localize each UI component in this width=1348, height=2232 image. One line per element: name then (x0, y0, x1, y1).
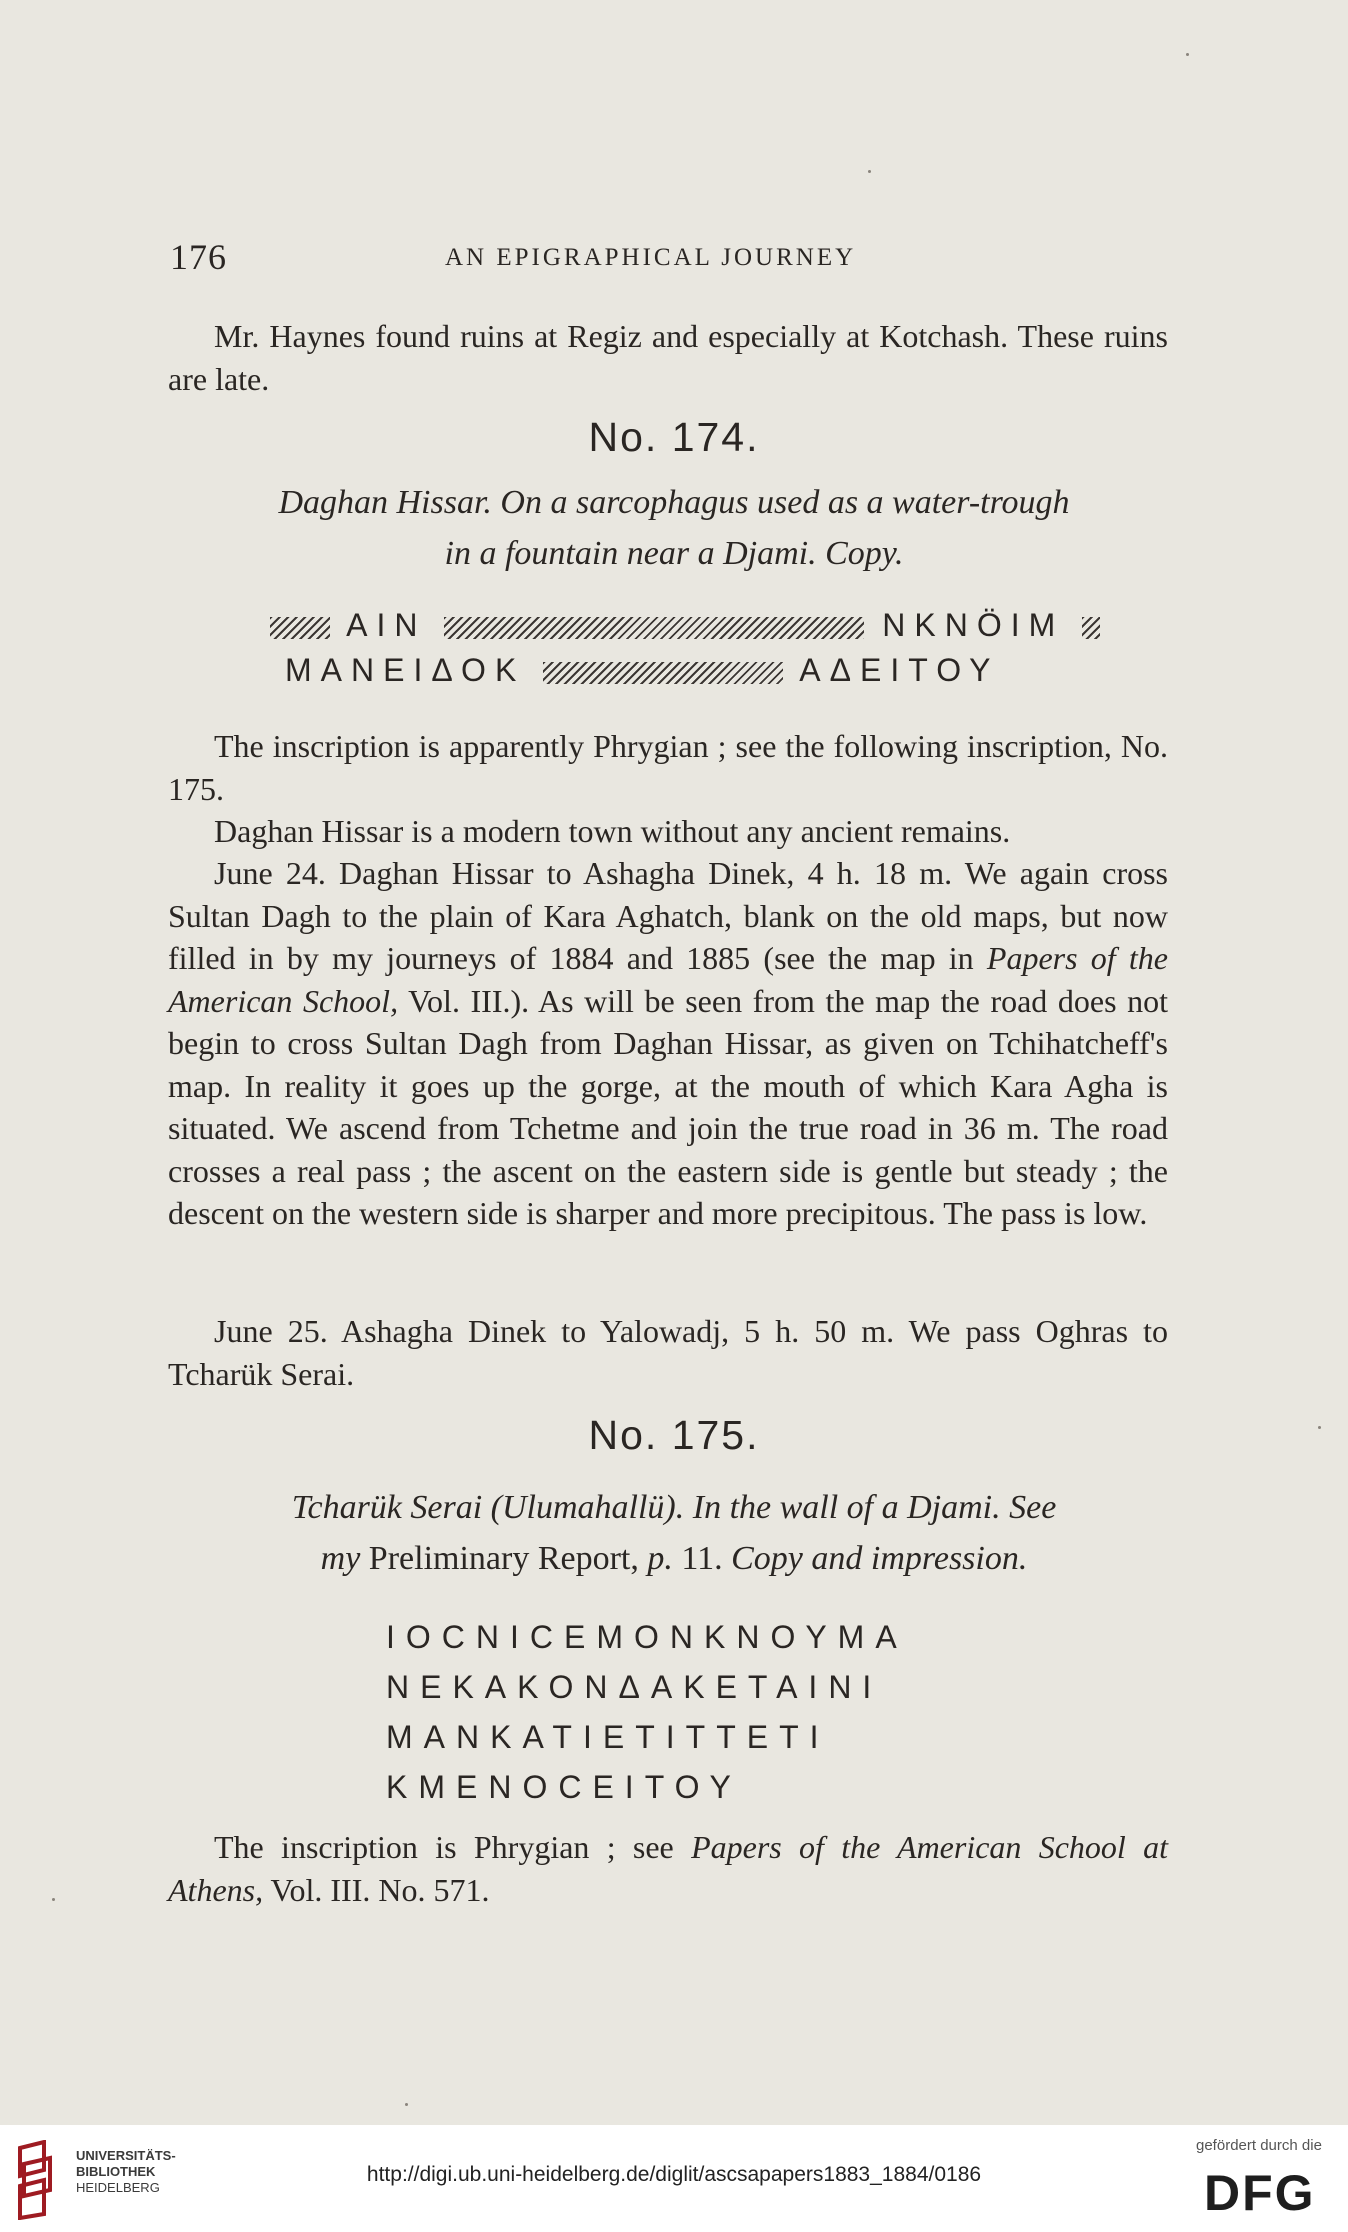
insc-174-text: ΜΑΝΕΙΔΟΚ (285, 652, 526, 688)
paper-speck (1186, 53, 1189, 56)
dfg-logo-icon (1200, 2162, 1332, 2220)
caption-174-line2: in a fountain near a Djami. Copy. (444, 535, 904, 572)
text-run: my (320, 1540, 361, 1577)
insc-174-text: ΝΚΝÖΙΜ (882, 607, 1065, 643)
inscription-175-heading: No. 175. (588, 1412, 760, 1458)
text-run: p. (647, 1540, 673, 1577)
intro-paragraph: Mr. Haynes found ruins at Regiz and especially at Kotchash. These ruins are late. (168, 318, 1168, 397)
inscription-175-caption (0, 1482, 1348, 1584)
paragraph-174-1: The inscription is apparently Phrygian ; see the following inscription, No. 175. (168, 728, 1168, 807)
inscription-174-heading: No. 174. (588, 414, 760, 460)
dfg-logo-text: DFG (1204, 2165, 1316, 2220)
running-title: AN EPIGRAPHICAL JOURNEY (445, 244, 857, 271)
page-number: 176 (170, 237, 227, 277)
text-run: The inscription is Phrygian ; see (214, 1829, 692, 1865)
paragraph-174-2: Daghan Hissar is a modern town without any ancient remains. (214, 813, 1011, 849)
insc-174-text: ΑΔΕΙΤΟΥ (799, 652, 1000, 688)
caption-174-line1: Daghan Hissar. On a sarcophagus used as a water-trough (278, 484, 1070, 521)
paper-speck (52, 1898, 55, 1901)
inscription-175-line: ΚΜΕΝΟCΕΙΤΟΥ (386, 1769, 742, 1805)
text-run: Vol. III.). As will be seen from the map the road does not begin to cross Sultan Dagh from Daghan Hissar, as given on Tchihatcheff's map. In reality it goes up the gorge, at the mouth of which Kara Agha is situated. We ascend from Tchetme and join the true road in 36 m. The road crosses a real pass ; the ascent on the eastern side is gentle but steady ; the descent on the western side is sharper and more precipitous. The pass is low. (168, 982, 1169, 1231)
inscription-175-line: ΝΕΚΑΚΟΝΔΑΚΕΤΑΙΝΙ (386, 1669, 883, 1705)
damaged-area (444, 617, 864, 639)
insc-174-text: ΑΙΝ (346, 607, 427, 643)
inscription-175-line: ΙΟCΝΙCΕΜΟΝΚΝΟΥΜΑ (386, 1619, 908, 1655)
inscription-175 (386, 1612, 908, 1812)
italic-title: Papers of the American School, (168, 940, 1169, 1019)
uni-line: BIBLIOTHEK (76, 2164, 156, 2179)
uni-line: HEIDELBERG (76, 2180, 160, 2195)
text-run: 11. (672, 1540, 732, 1577)
caption-175-line1: Tcharük Serai (Ulumahallü). In the wall of a Djami. See (291, 1489, 1057, 1526)
paragraph-174-3 (168, 852, 1168, 1235)
funded-by-label: gefördert durch die (1196, 2137, 1322, 2154)
text-run: Copy and impression. (731, 1540, 1028, 1577)
paper-speck (868, 170, 871, 173)
italic-title: Papers of the American School at Athens, (168, 1829, 1169, 1908)
paragraph-175-1 (168, 1826, 1168, 1911)
text-run: June 24. Daghan Hissar to Ashagha Dinek, 4 h. 18 m. We again cross Sultan Dagh to the plain of Kara Aghatch, blank on the old maps, but now filled in by my journeys of 1884 and 1885 (see the map in (168, 855, 1168, 976)
inscription-174-line1 (270, 607, 1100, 644)
inscription-175-line: ΜΑΝΚΑΤΙΕΤΙΤΤΕΤΙ (386, 1719, 830, 1755)
paper-speck (405, 2103, 408, 2106)
inscription-174-line2 (285, 652, 999, 689)
paragraph-174-4: June 25. Ashagha Dinek to Yalowadj, 5 h. 50 m. We pass Oghras to Tcharük Serai. (168, 1313, 1168, 1392)
source-url-link[interactable]: http://digi.ub.uni-heidelberg.de/diglit/ascsapapers1883_1884/0186 (366, 2163, 982, 2186)
damaged-area (270, 617, 330, 639)
paper-speck (1318, 1426, 1321, 1429)
text-run: Preliminary Report, (360, 1540, 648, 1577)
uni-line: UNIVERSITÄTS- (76, 2148, 176, 2163)
damaged-area (543, 662, 783, 684)
text-run: Vol. III. No. 571. (263, 1871, 490, 1908)
inscription-174-caption (0, 477, 1348, 579)
damaged-area (1082, 617, 1100, 639)
caption-175-line2 (0, 1533, 1348, 1584)
